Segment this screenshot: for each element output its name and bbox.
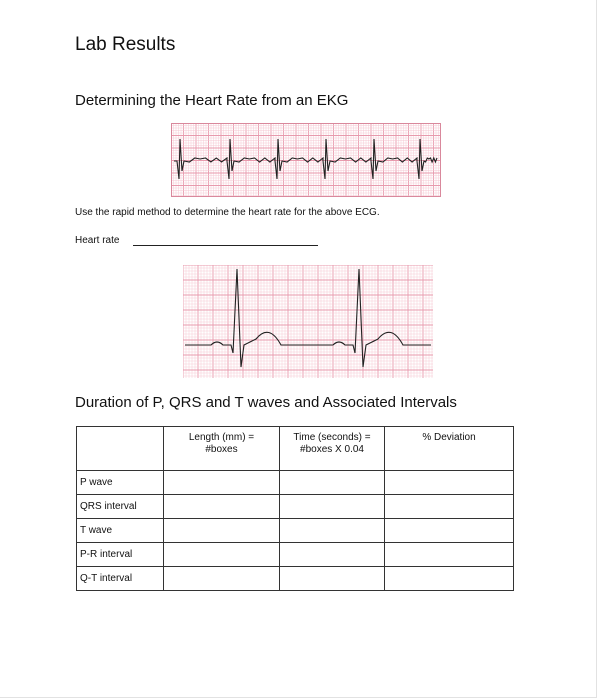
heart-rate-label: Heart rate — [75, 235, 120, 246]
table-header-row — [77, 427, 514, 471]
ekg-strip-detail — [183, 265, 433, 378]
header-time-line2: #boxes X 0.04 — [300, 444, 364, 455]
time-cell[interactable] — [280, 519, 385, 543]
length-cell[interactable] — [164, 543, 280, 567]
deviation-cell[interactable] — [385, 567, 514, 591]
section-heading-durations: Duration of P, QRS and T waves and Associated Intervals — [75, 394, 457, 411]
results-table — [76, 426, 514, 591]
length-cell[interactable] — [164, 471, 280, 495]
row-label: QRS interval — [77, 495, 164, 519]
row-label: T wave — [77, 519, 164, 543]
header-cell-blank — [77, 427, 164, 471]
header-deviation-line1: % Deviation — [422, 432, 476, 443]
heart-rate-answer-line — [133, 245, 318, 246]
deviation-cell[interactable] — [385, 495, 514, 519]
table-row — [77, 543, 514, 567]
length-cell[interactable] — [164, 519, 280, 543]
table-row — [77, 567, 514, 591]
header-cell-length — [164, 427, 280, 471]
ekg-strip-rhythm — [171, 123, 441, 197]
table-row — [77, 471, 514, 495]
time-cell[interactable] — [280, 495, 385, 519]
deviation-cell[interactable] — [385, 471, 514, 495]
row-label: P-R interval — [77, 543, 164, 567]
header-length-line2: #boxes — [205, 444, 238, 455]
deviation-cell[interactable] — [385, 519, 514, 543]
table-row — [77, 519, 514, 543]
length-cell[interactable] — [164, 567, 280, 591]
section-heading-heart-rate: Determining the Heart Rate from an EKG — [75, 92, 349, 109]
row-label: Q-T interval — [77, 567, 164, 591]
header-time-line1: Time (seconds) = — [293, 432, 371, 443]
header-cell-time — [280, 427, 385, 471]
deviation-cell[interactable] — [385, 543, 514, 567]
row-label: P wave — [77, 471, 164, 495]
instruction-text: Use the rapid method to determine the heart rate for the above ECG. — [75, 207, 380, 218]
header-length-line1: Length (mm) = — [188, 432, 255, 443]
time-cell[interactable] — [280, 567, 385, 591]
length-cell[interactable] — [164, 495, 280, 519]
page-title: Lab Results — [75, 34, 176, 55]
table-row — [77, 495, 514, 519]
header-cell-deviation — [385, 427, 514, 471]
time-cell[interactable] — [280, 471, 385, 495]
time-cell[interactable] — [280, 543, 385, 567]
